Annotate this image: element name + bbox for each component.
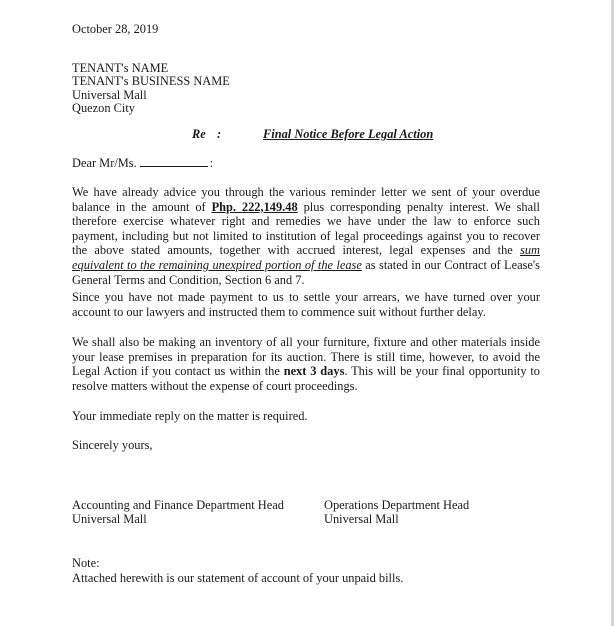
- paragraph-text: We have already advice you through the various reminder letter we sent of your overdue balance in the amount of: [72, 185, 540, 214]
- salutation-suffix: :: [209, 156, 214, 170]
- signatory-accounting: [72, 498, 284, 526]
- subject-title: Final Notice Before Legal Action: [263, 127, 434, 141]
- recipient-address: [72, 62, 230, 116]
- overdue-amount: Php. 222,149.48: [211, 199, 298, 214]
- letter-date: October 28, 2019: [72, 22, 159, 36]
- closing: Sincerely yours,: [72, 438, 153, 452]
- note-text: Attached herewith is our statement of account of your unpaid bills.: [72, 571, 404, 585]
- name-blank-line: [140, 156, 208, 167]
- recipient-business-name: TENANT's BUSINESS NAME: [72, 74, 230, 89]
- signatory-operations: [324, 498, 469, 526]
- signatory-title: Operations Department Head: [324, 498, 470, 512]
- paragraph-inventory: [72, 335, 540, 393]
- recipient-city: Quezon City: [72, 101, 135, 116]
- subject-separator: :: [217, 127, 222, 141]
- salutation-prefix: Dear Mr/Ms.: [72, 156, 137, 170]
- subject-re-label: Re: [192, 127, 206, 141]
- paragraph-overdue-balance: [72, 185, 540, 287]
- recipient-name: TENANT's NAME: [72, 61, 169, 75]
- lease-reference: sum equivalent to the remaining unexpired portion of the lease: [72, 243, 540, 272]
- paragraph-text: as stated in our Contract of Lease's General Terms and Condition, Section 6 and 7.: [72, 257, 540, 287]
- signatory-title: Accounting and Finance Department Head: [72, 498, 284, 512]
- signatory-organization: Universal Mall: [324, 512, 399, 526]
- subject-line: [192, 127, 434, 142]
- deadline-text: next 3 days: [283, 364, 345, 379]
- note-section: [72, 556, 403, 586]
- paragraph-text: . This will be your final opportunity to resolve matters without the expense of court proceedings.: [72, 364, 540, 393]
- paragraph-text: plus corresponding penalty interest. We shall therefore exercise whatever right and remedies we have under the law to enforce such payment, including but not limited to institution of legal proceedings against you to recover the above stated amounts, together with accrued interest, legal expenses and the: [72, 199, 540, 258]
- paragraph-text: We shall also be making an inventory of all your furniture, fixture and other materials inside your lease premises in preparation for its auction. There is still time, however, to avoid the Legal Action if you contact us within the: [72, 335, 540, 379]
- salutation: [72, 156, 213, 171]
- signatory-organization: Universal Mall: [72, 512, 147, 526]
- paragraph-reply-required: Your immediate reply on the matter is required.: [72, 409, 308, 423]
- recipient-location: Universal Mall: [72, 87, 147, 102]
- paragraph-lawyers: Since you have not made payment to us to settle your arrears, we have turned over your account to our lawyers and instructed them to commence suit without further delay.: [72, 290, 540, 319]
- note-label: Note:: [72, 556, 100, 570]
